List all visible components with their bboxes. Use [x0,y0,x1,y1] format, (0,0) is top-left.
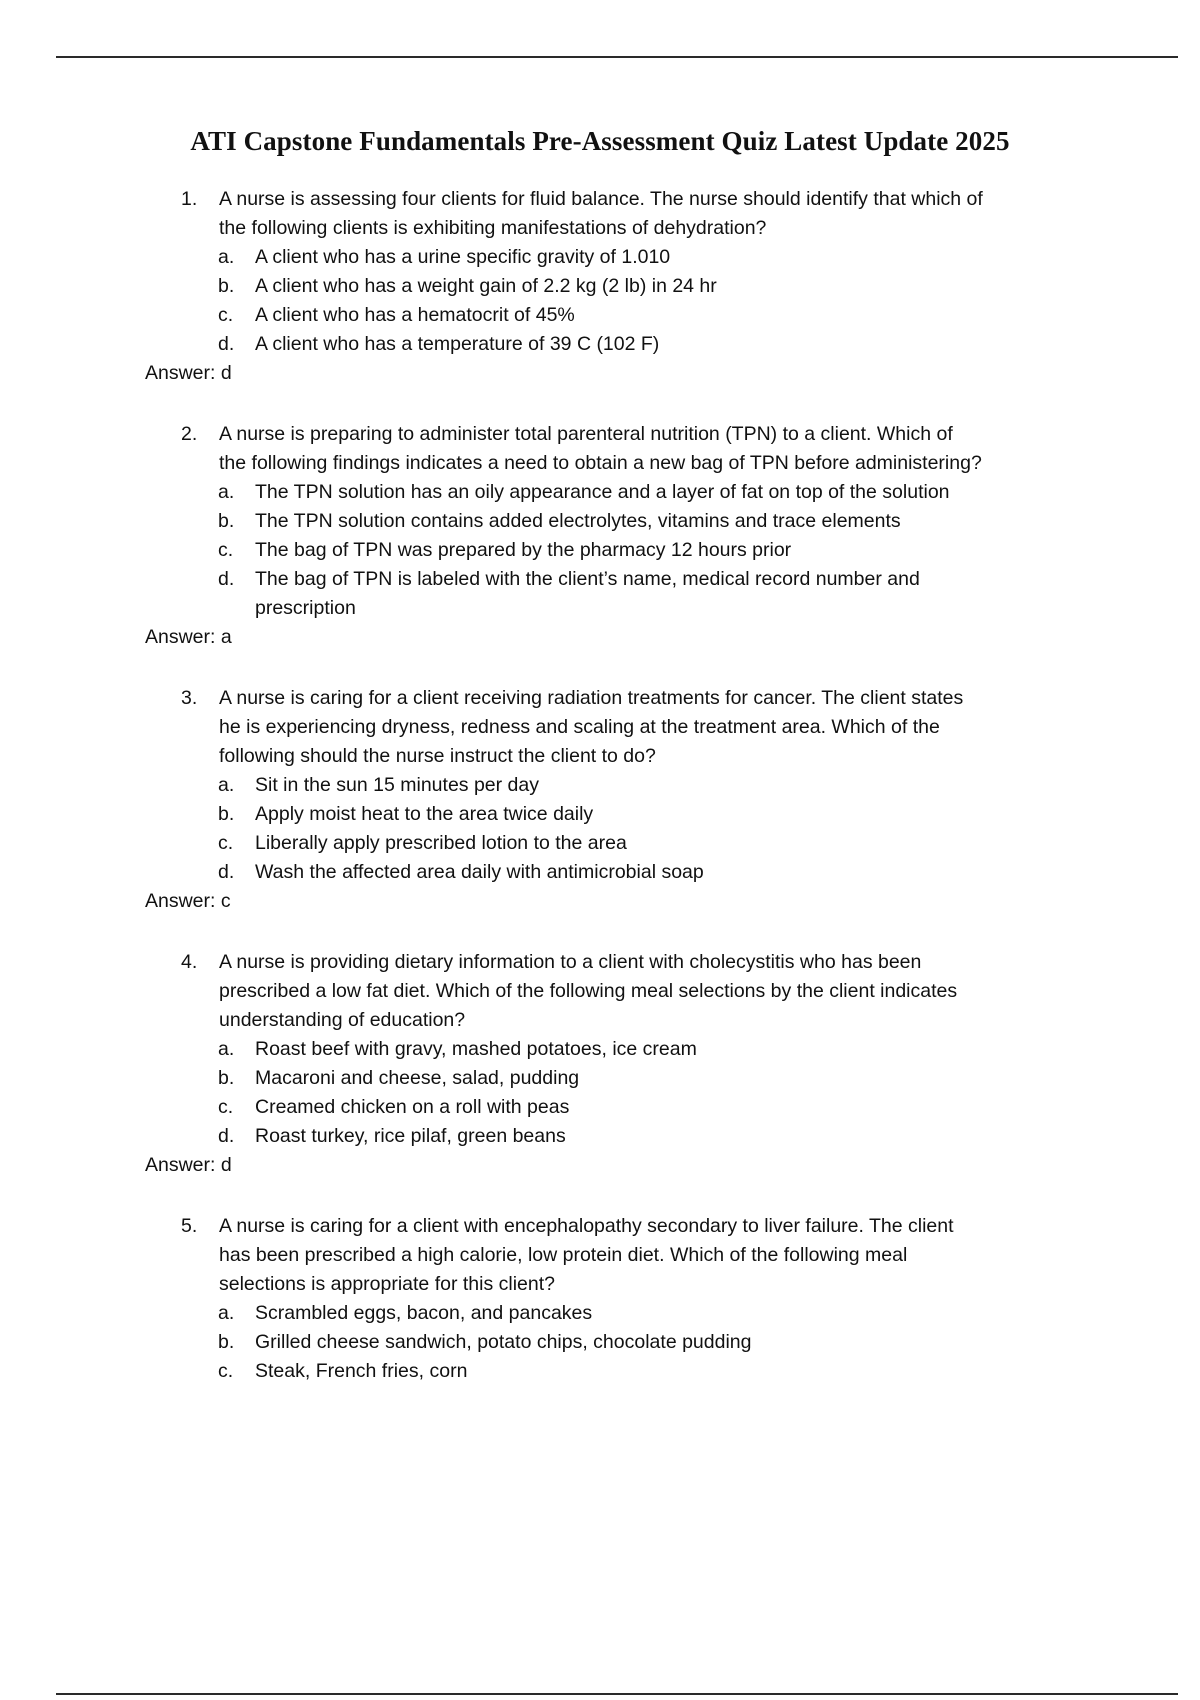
option-c [218,301,1095,330]
question-4 [0,948,1200,1180]
question-stem [181,684,1099,771]
option-b [218,272,1095,301]
option-b [218,507,1095,536]
stem-line: has been prescribed a high calorie, low protein diet. Which of the following meal [219,1244,908,1266]
option-letter: c. [218,1360,234,1382]
option-text: Creamed chicken on a roll with peas [255,1096,570,1118]
option-letter: b. [218,1331,235,1353]
option-c [218,1093,1095,1122]
option-a [218,243,1095,272]
option-d [218,330,1095,359]
stem-line: A nurse is preparing to administer total parenteral nutrition (TPN) to a client. Which of [219,423,953,445]
option-d [218,858,1095,887]
option-text: Sit in the sun 15 minutes per day [255,774,539,796]
question-stem [181,185,1099,243]
question-list [0,185,1200,1386]
option-text: Roast beef with gravy, mashed potatoes, ice cream [255,1038,697,1060]
option-letter: a. [218,246,235,268]
option-text: A client who has a hematocrit of 45% [255,304,575,326]
option-letter: c. [218,304,234,326]
stem-line: A nurse is caring for a client receiving radiation treatments for cancer. The client states [219,687,964,709]
option-letter: b. [218,510,235,532]
option-a [218,478,1095,507]
question-1 [0,185,1200,388]
question-stem [181,1212,1099,1299]
option-letter: b. [218,275,235,297]
option-letter: b. [218,1067,235,1089]
option-text: A client who has a weight gain of 2.2 kg (2 lb) in 24 hr [255,275,717,297]
answer-label: Answer: d [145,1154,232,1176]
option-d [218,565,1015,623]
option-c [218,536,1095,565]
option-text: Roast turkey, rice pilaf, green beans [255,1125,566,1147]
option-letter: a. [218,774,235,796]
page-title: ATI Capstone Fundamentals Pre-Assessment Quiz Latest Update 2025 [190,126,1010,156]
option-b [218,1064,1095,1093]
question-number: 4. [181,951,198,973]
option-c [218,1357,1095,1386]
answer-label: Answer: a [145,626,232,648]
stem-line: A nurse is providing dietary information to a client with cholecystitis who has been [219,951,922,973]
stem-line: selections is appropriate for this client? [219,1273,556,1295]
option-c [218,829,1095,858]
question-number: 5. [181,1215,198,1237]
question-5 [0,1212,1200,1386]
option-text: The bag of TPN is labeled with the client’s name, medical record number and prescription [255,568,920,619]
option-letter: d. [218,861,235,883]
question-stem [181,948,1099,1035]
option-letter: c. [218,832,234,854]
option-text: Scrambled eggs, bacon, and pancakes [255,1302,593,1324]
option-letter: c. [218,539,234,561]
stem-line: he is experiencing dryness, redness and scaling at the treatment area. Which of the [219,716,940,738]
question-stem [181,420,1099,478]
option-text: Apply moist heat to the area twice daily [255,803,594,825]
question-number: 2. [181,423,198,445]
question-number: 1. [181,188,198,210]
bottom-divider [56,1693,1178,1695]
option-text: The TPN solution contains added electrolytes, vitamins and trace elements [255,510,901,532]
option-d [218,1122,1095,1151]
option-letter: c. [218,1096,234,1118]
stem-line: A nurse is caring for a client with encephalopathy secondary to liver failure. The client [219,1215,954,1237]
answer-label: Answer: c [145,890,231,912]
option-text: Wash the affected area daily with antimicrobial soap [255,861,704,883]
stem-line: understanding of education? [219,1009,466,1031]
option-letter: a. [218,481,235,503]
option-text: The bag of TPN was prepared by the pharmacy 12 hours prior [255,539,792,561]
stem-line: the following findings indicates a need to obtain a new bag of TPN before administering? [219,452,982,474]
option-text: Liberally apply prescribed lotion to the area [255,832,627,854]
top-divider [56,56,1178,58]
option-text: The TPN solution has an oily appearance and a layer of fat on top of the solution [255,481,950,503]
option-text: Steak, French fries, corn [255,1360,468,1382]
stem-line: prescribed a low fat diet. Which of the following meal selections by the client indicates [219,980,958,1002]
option-a [218,1299,1095,1328]
stem-line: the following clients is exhibiting manifestations of dehydration? [219,217,767,239]
option-a [218,771,1095,800]
option-b [218,1328,1095,1357]
question-3 [0,684,1200,916]
option-text: A client who has a temperature of 39 C (102 F) [255,333,660,355]
answer-label: Answer: d [145,362,232,384]
option-letter: a. [218,1038,235,1060]
option-text: A client who has a urine specific gravity of 1.010 [255,246,671,268]
option-letter: d. [218,568,235,590]
option-text: Grilled cheese sandwich, potato chips, chocolate pudding [255,1331,752,1353]
question-2 [0,420,1200,652]
option-letter: b. [218,803,235,825]
option-a [218,1035,1095,1064]
stem-line: A nurse is assessing four clients for fluid balance. The nurse should identify that which of [219,188,983,210]
option-letter: d. [218,1125,235,1147]
question-number: 3. [181,687,198,709]
option-letter: d. [218,333,235,355]
option-text: Macaroni and cheese, salad, pudding [255,1067,580,1089]
stem-line: following should the nurse instruct the client to do? [219,745,656,767]
option-b [218,800,1095,829]
option-letter: a. [218,1302,235,1324]
